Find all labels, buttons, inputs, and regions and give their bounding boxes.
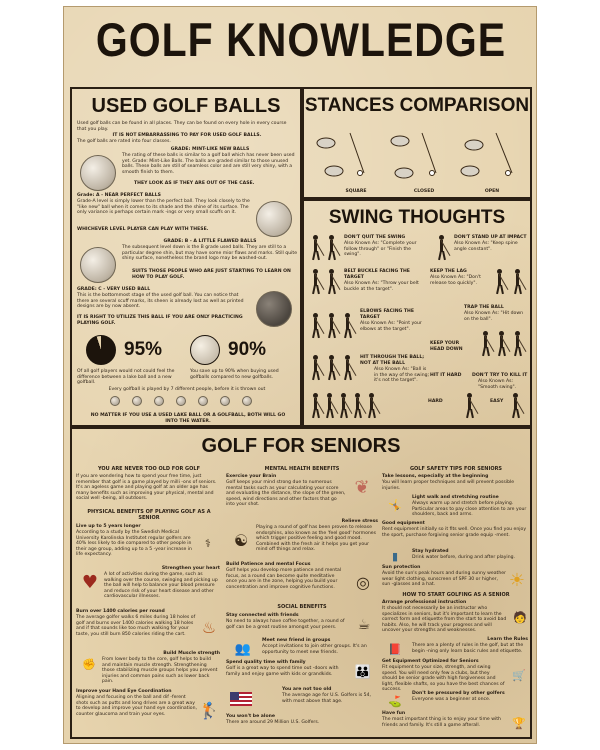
grade-b-text: The subsequent level down is the B grade used balls. They are still to a particular degree shin, but may have some mior flaws and marks. Still quite shiny surface, nonetheless the brand logo may be washed-out. bbox=[122, 245, 298, 262]
col2-s3: Build Patience and mental Focus bbox=[226, 562, 311, 567]
swing-heading: SWING THOUGHTS bbox=[328, 207, 506, 228]
seven-balls-row bbox=[110, 396, 270, 408]
col2-s8t: There are around 29 Million U.S. Golfers. bbox=[226, 720, 320, 725]
grade-mint-title: GRADE: MINT-LIKE NEW BALLS bbox=[170, 147, 250, 152]
col3-s7: Learn the Rules bbox=[487, 637, 528, 642]
stat1-pie-chart bbox=[86, 335, 116, 365]
page-title: GOLF KNOWLEDGE bbox=[95, 13, 507, 67]
used-balls-panel bbox=[70, 87, 302, 427]
col2-s1: Exercise your Brain bbox=[226, 474, 277, 479]
swing-item-title: KEEP YOUR HEAD DOWN bbox=[430, 341, 463, 352]
swing-item-title: KEEP THE LAG bbox=[430, 269, 467, 274]
grade-c-title: GRADE: C - VERY USED BALL bbox=[77, 287, 151, 292]
grade-mint-tag: THEY LOOK AS IF THEY ARE OUT OF THE CASE. bbox=[134, 181, 255, 186]
stance-label-square: SQUARE bbox=[345, 189, 367, 194]
col1-h1: YOU ARE NEVER TOO OLD FOR GOLF bbox=[97, 466, 201, 472]
poster bbox=[63, 6, 537, 744]
col3-s2t: Always warm up and stretch before playing. Particular areas to pay close attention to are your shoulders, back and arms. bbox=[412, 501, 527, 518]
col1-s5t: Aligning and focusing on the ball and dif -ferent shots such as putts and long drives are a great way to develop and improve your hand eye coordination, counter glaucoma and train your eyes. bbox=[76, 695, 197, 717]
grade-b-title: GRADE: B - A LITTLE FLAWED BALLS bbox=[163, 239, 257, 244]
col2-s6: Spend quality time with family bbox=[226, 660, 306, 665]
col1-s3t: The average golfer walks 6 miles during 18 holes of golf and burns over 1400 calories walking 18 holes and if that sounds like too much walking for your taste, you still burn 850 calories riding the cart. bbox=[76, 615, 196, 637]
coffee-icon: ☕ bbox=[357, 617, 371, 633]
doctor-icon: ⚕ bbox=[205, 536, 211, 550]
ball-on-tee-icon: ⛳ bbox=[388, 694, 402, 708]
grade-c-tag: IT IS RIGHT TO UTILIZE THIS BALL IF YOU ARE ONLY PRACTICING PLAYING GOLF. bbox=[77, 315, 243, 326]
instructor-icon: 🧑 bbox=[513, 610, 527, 624]
col1-h2: PHYSICAL BENEFITS OF PLAYING GOLF AS A SENIOR bbox=[87, 509, 211, 521]
brain-icon: ❦ bbox=[354, 476, 370, 498]
col1-s1: Live up to 5 years longer bbox=[76, 524, 141, 529]
col3-s5: Sun protection bbox=[382, 565, 421, 570]
stat1-text: Of all golf players would not could feel the difference between a lake ball and a new golfball. bbox=[77, 369, 175, 386]
swing-item-title: DON'T QUIT THE SWING bbox=[344, 235, 406, 240]
col3-s4: Stay hydrated bbox=[412, 549, 449, 554]
used-balls-intro2: IT IS NOT EMBARRASSING TO PAY FOR USED GOLF BALLS. bbox=[112, 133, 262, 138]
col2-h2: SOCIAL BENEFITS bbox=[277, 604, 327, 610]
stance-label-open: OPEN bbox=[484, 189, 500, 194]
col3-s1: Take lessons, especially at the beginning bbox=[382, 474, 489, 479]
col1-s5: Improve your Hand Eye Coordination bbox=[76, 689, 172, 694]
golf-cart-icon: 🛒 bbox=[512, 668, 526, 682]
swing-item-text: Also Known As: "Complete your follow through" or "Finish the swing". bbox=[344, 241, 417, 258]
col1-s2: Strengthen your heart bbox=[161, 566, 220, 571]
stat1-value: 95% bbox=[124, 339, 163, 360]
col3-s8: Get Equipment Optimized for Seniors bbox=[382, 659, 479, 664]
swing-item-text: Also Known As: "Hit down on the ball". bbox=[464, 311, 523, 322]
swing-item-text: Also Known As: "Smooth swing". bbox=[478, 379, 517, 390]
swing-item-title: DON'T STAND UP AT IMPACT bbox=[454, 235, 527, 240]
grade-a-text: Grade-A level is simply lower than the perfect ball. They look closely to the "like new" ball when it comes to its shade and the shine of its surface. The only variance is perhaps certain mark -ings or very small scuffs on it. bbox=[77, 199, 250, 216]
sun-icon: ☀ bbox=[508, 569, 526, 591]
col1-s2t: A lot of activities during the game, such as walking over the course, swinging and picking up the ball will help to balance your blood pressure and reduce risk of your heart disease and other cardiovascular illnesses. bbox=[104, 572, 218, 600]
col3-s6t: It should not necessarily be an instructor who specializes in seniors, but it's important to learn the correct form and etiquette from the start to avoid bad habits. Also, he will track your progress and will uncover your strengths and weaknesses. bbox=[382, 606, 507, 634]
col1-s3: Burn over 1400 calories per round bbox=[76, 609, 165, 614]
swing-item-title: HIT THROUGH THE BALL; NOT AT THE BALL bbox=[360, 355, 425, 366]
used-balls-heading: USED GOLF BALLS bbox=[91, 95, 281, 117]
swing-item-title: BELT BUCKLE FACING THE TARGET bbox=[344, 269, 410, 280]
col3-s8t: Fit equipment to your size, strength, and swing speed. You will need only few a clubs, but they should be senior grade with high forgiveness and light, flexible shafts, so you have the best chances of success. bbox=[382, 665, 505, 693]
col3-s2: Light walk and stretching routine bbox=[412, 495, 499, 500]
water-bottle-icon: ▮ bbox=[391, 549, 399, 563]
col3-h1: GOLF SAFETY TIPS FOR SENIORS bbox=[409, 466, 503, 472]
family-icon: 👪 bbox=[354, 664, 372, 680]
grade-a-ball-image bbox=[256, 201, 292, 237]
ball-icon bbox=[176, 396, 186, 406]
ball-icon bbox=[220, 396, 230, 406]
col1-s4t: From lower body to the core, golf helps to build and maintain muscle strength. Strengthening those stabilizing muscle groups helps you prevent injuries and common pains such as lower back pain. bbox=[102, 657, 218, 685]
stat2-value: 90% bbox=[228, 339, 267, 360]
mint-ball-image bbox=[80, 155, 116, 191]
col3-s3: Good equipment bbox=[382, 521, 425, 526]
col3-s9t: Everyone was a beginner at once. bbox=[412, 697, 491, 702]
col2-s1t: Golf keeps your mind strong due to numerous mental tasks such as your calculating your score and evaluating the distance, the slope of the green, speed, wind directions and other factors that go into your shot. bbox=[226, 480, 346, 508]
col2-s7: You are not too old bbox=[282, 687, 332, 692]
rules-book-icon: 📕 bbox=[388, 642, 402, 656]
stances-illustration bbox=[304, 123, 530, 183]
ball-icon bbox=[242, 396, 252, 406]
grade-b-tag: SUITS THOSE PEOPLE WHO ARE JUST STARTING TO LEARN ON HOW TO PLAY GOLF. bbox=[132, 269, 291, 280]
col3-s7t: There are a plenty of rules in the golf, but at the begin -ning only learn basic rules and etiquette. bbox=[412, 643, 524, 654]
meditation-icon: ☯ bbox=[233, 530, 249, 550]
col3-s9: Don't be pressured by other golfers bbox=[412, 691, 505, 696]
used-balls-intro3: The golf balls are rated into four classes. bbox=[77, 139, 171, 144]
col2-s2: Relieve stress bbox=[341, 519, 378, 524]
grade-b-ball-image bbox=[80, 247, 116, 283]
focus-icon: ◎ bbox=[356, 572, 370, 592]
fire-icon: ♨ bbox=[201, 617, 217, 637]
col3-s1t: You will learn proper techniques and will prevent possible injuries. bbox=[382, 480, 515, 491]
muscle-icon: ✊ bbox=[82, 657, 96, 671]
stat2-text: You save up to 90% when buying used golfballs compared to new golfballs. bbox=[190, 369, 279, 380]
swing-item-text: Also Known As: "Point your elbows at the target". bbox=[360, 321, 422, 332]
swing-item-title: ELBOWS FACING THE TARGET bbox=[360, 309, 415, 320]
golfer-icon: 🏌 bbox=[199, 700, 219, 720]
col3-s6: Arrange professional instruction bbox=[382, 600, 467, 605]
group-icon: 👥 bbox=[234, 641, 252, 657]
col2-s5: Meet new friend in groups bbox=[262, 638, 331, 643]
grade-mint-text: The rating of these balls is similar to a golf ball which has never been used yet. Grade: Mint-Like Balls. The balls are graded similar to those unused balls. These balls are still of seamless color and are still very shiny, with a smooth finish to them. bbox=[122, 153, 295, 175]
col2-s4: Stay connected with friends bbox=[226, 613, 299, 618]
ball-icon bbox=[198, 396, 208, 406]
swing-item-text: Also Known As: "Throw your belt buckle at the target". bbox=[344, 281, 419, 292]
grade-c-text: This is the bottommost stage of the used golf ball. You can notice that there are several scuff marks, its sheen is already lost as well as printed designs are by now absent. bbox=[77, 293, 244, 310]
swing-panel bbox=[302, 199, 532, 427]
col2-s2t: Playing a round of golf has been proven to release endorphins, also known as the 'feel good' hormones which trigger positive feeling and good mood. Combined with the fresh air it helps you get your mind off things and relax. bbox=[256, 525, 377, 553]
col2-s3t: Golf helps you develop more patience and mental focus, as a round can become quite meditative once you are in the zone, helping you build your concentration and improve cognitive functions. bbox=[226, 568, 342, 590]
col2-s5t: Accept invitations to join other groups. It's an opportunity to meet new friends. bbox=[262, 644, 367, 655]
col1-s4: Build Muscle strength bbox=[163, 651, 220, 656]
col3-h2: HOW TO START GOLFING AS A SENIOR bbox=[402, 592, 510, 598]
col2-s4t: No need to always have coffee together, a round of golf can be a great routine amongst your peers. bbox=[226, 619, 345, 630]
used-balls-footer: NO MATTER IF YOU USE A USED LAKE BALL OR A GOLFBALL, BOTH WILL GO INTO THE WATER. bbox=[90, 413, 286, 424]
col3-s10t: The most important thing is to enjoy your time with friends and family. It's still a game afterall. bbox=[382, 717, 501, 728]
seniors-heading: GOLF FOR SENIORS bbox=[201, 435, 401, 457]
stances-heading: STANCES COMPARISON bbox=[304, 95, 530, 116]
col3-s4t: Drink water before, during and after playing. bbox=[412, 555, 515, 560]
grade-a-tag: WHICHEVER LEVEL PLAYER CAN PLAY WITH THESE. bbox=[77, 227, 209, 232]
swing-item-title: HIT IT HARD bbox=[430, 373, 462, 378]
col3-s3t: Rent equipment initially so it fits well. Once you find you enjoy the sport, purchase forgiving senior grade equip -ment. bbox=[382, 527, 527, 538]
seniors-panel bbox=[70, 427, 532, 739]
col3-s10: Have fun bbox=[382, 711, 406, 716]
hard-label: HARD bbox=[428, 399, 443, 404]
grade-a-title: Grade: A - NEAR PERFECT BALLS bbox=[77, 193, 161, 198]
stretch-icon: 🤸 bbox=[388, 498, 402, 512]
easy-label: EASY bbox=[490, 399, 504, 404]
col1-s1t: According to a study by the Swedish Medical University Karolinska Institutet regular golfers are 40% less likely to die compared to other people in their age group, adding up to a 5 -year increase in life expectancy. bbox=[76, 530, 192, 558]
swing-item-text: Also Known As: "Keep spine angle constant". bbox=[454, 241, 518, 252]
swing-item-text: Also Known As: "Don't release too quickly". bbox=[430, 275, 481, 286]
ball-icon bbox=[132, 396, 142, 406]
swing-item-text: Also Known As: "Ball is in the way of the swing; it's not the target". bbox=[374, 367, 430, 384]
col2-s6t: Golf is a great way to spend time out -doors with family and enjoy game with kids or grandkids. bbox=[226, 666, 339, 677]
used-balls-intro: Used golf balls can be found in all places. They can be found on every hole in every course that you play. bbox=[77, 121, 287, 132]
grade-c-ball-image bbox=[256, 291, 292, 327]
col3-s5t: Avoid the sun's peak hours and during sunny weather wear light clothing, sunscreen of SPF 30 or higher, sun -glasses and a hat. bbox=[382, 571, 506, 588]
stances-panel bbox=[302, 87, 532, 199]
col2-s7t: The average age for U.S. Golfers is 54, with most above that age. bbox=[282, 693, 371, 704]
swing-item-title: DON'T TRY TO KILL IT bbox=[472, 373, 528, 378]
trophy-icon: 🏆 bbox=[512, 716, 526, 730]
stance-label-closed: CLOSED bbox=[413, 189, 435, 194]
swing-item-title: TRAP THE BALL bbox=[464, 305, 504, 310]
played-by-text: Every golfball is played by 7 different people, before it is thrown out bbox=[108, 387, 266, 392]
ball-icon bbox=[110, 396, 120, 406]
ball-icon bbox=[154, 396, 164, 406]
us-flag-icon bbox=[228, 689, 254, 709]
col1-p1: If you are wondering how to spend your free time, just remember that golf is a game played by milli -ons of seniors. It's an ageless game and playing golf at an older age has many benefits such as improving your physical, mental and social well -being, all outdoors. bbox=[76, 474, 217, 502]
col2-s8: You won't be alone bbox=[226, 714, 276, 719]
stat2-ball-image bbox=[190, 335, 220, 365]
us-flag-icon bbox=[230, 692, 252, 706]
heart-icon: ♥ bbox=[81, 571, 99, 593]
col2-h1: MENTAL HEALTH BENEFITS bbox=[264, 466, 340, 472]
